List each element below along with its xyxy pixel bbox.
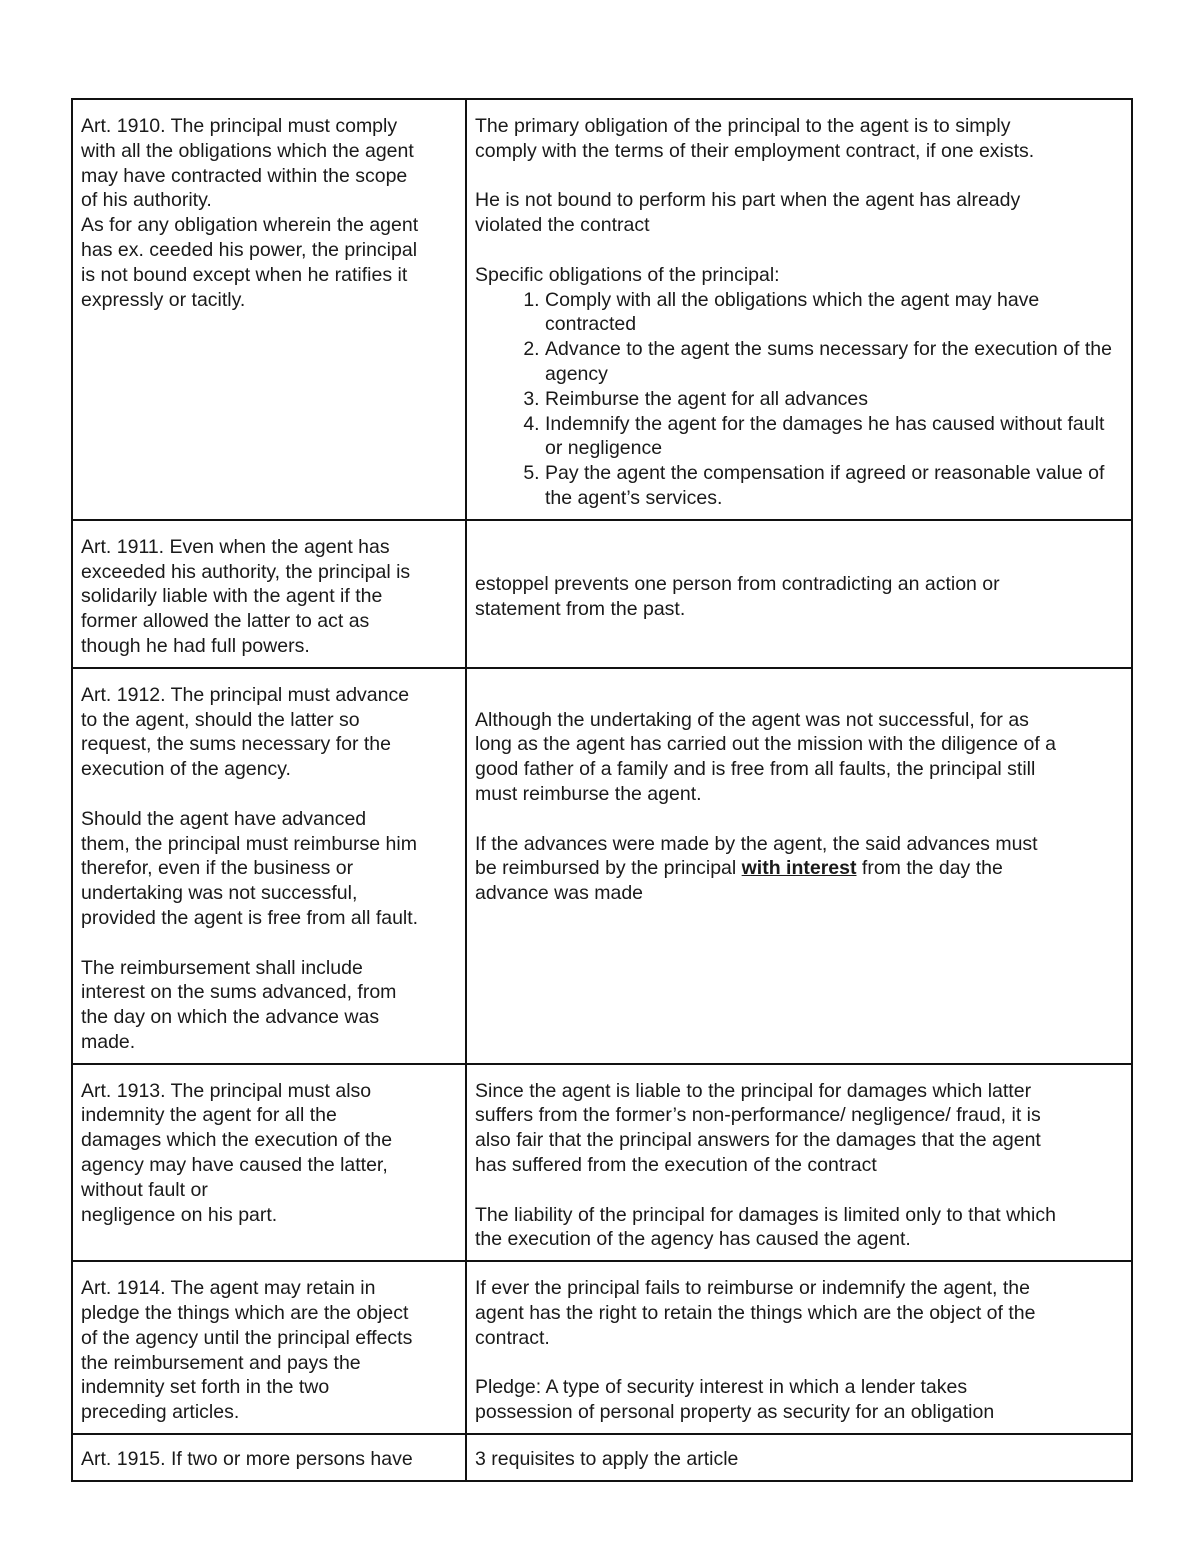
list-item: 5. Pay the agent the compensation if agreed or reasonable value of the agent’s services. — [545, 461, 1123, 511]
commentary-cell — [466, 1434, 1132, 1481]
article-text: Art. 1913. The principal must also indemnity the agent for all the damages which the execution of the agency may have caused the latter, without fault or negligence on his part. — [81, 1079, 393, 1226]
commentary-cell — [466, 1261, 1132, 1434]
emphasis-with-interest: with interest — [741, 857, 857, 880]
article-text: Art. 1910. The principal must comply with all the obligations which the agent may have contracted within the scope of his authority. As for any obligation wherein the agent has ex. ceeded his power, the principal is not bound except when he ratifies it expressly or tacitly. — [81, 115, 419, 311]
article-cell — [72, 1261, 466, 1434]
commentary-text: Since the agent is liable to the principal for damages which latter suffers from the former’s non-performance/ negligence/ fraud, it is also fair that the principal answers for the damages that the agent has suffered from the execution of the contract — [475, 1079, 1041, 1177]
commentary-text: If ever the principal fails to reimburse or indemnify the agent, the agent has the right to retain the things which are the object of the contract. — [475, 1277, 1036, 1349]
commentary-text: 3 requisites to apply the article — [475, 1448, 739, 1471]
table-row — [72, 1261, 1132, 1434]
commentary-text-part: from the day the advance was made — [475, 857, 1003, 905]
commentary-text: Specific obligations of the principal: — [475, 263, 780, 286]
commentary-text: He is not bound to perform his part when the agent has already violated the contract — [475, 189, 1021, 237]
list-item: 4. Indemnify the agent for the damages he has caused without fault or negligence — [545, 412, 1123, 462]
article-text: Should the agent have advanced them, the principal must reimburse him therefor, even if the business or undertaking was not successful, provided the agent is free from all fault. — [81, 807, 419, 929]
obligations-list — [475, 288, 1123, 511]
article-text: The reimbursement shall include interest on the sums advanced, from the day on which the advance was made. — [81, 956, 397, 1053]
article-text: Art. 1914. The agent may retain in pledge the things which are the object of the agency until the principal effects the reimbursement and pays the indemnity set forth in the two preceding articles. — [81, 1277, 413, 1424]
commentary-text: The liability of the principal for damages is limited only to that which the execution of the agency has caused the agent. — [475, 1203, 1056, 1251]
table-row — [72, 1064, 1132, 1262]
list-item: 2. Advance to the agent the sums necessary for the execution of the agency — [545, 337, 1123, 387]
table-row — [72, 520, 1132, 668]
commentary-text — [475, 832, 1123, 906]
commentary-cell — [466, 99, 1132, 520]
table-row — [72, 99, 1132, 520]
article-text: Art. 1915. If two or more persons have — [81, 1448, 413, 1471]
article-cell — [72, 1064, 466, 1262]
article-cell — [72, 1434, 466, 1481]
commentary-cell — [466, 668, 1132, 1064]
commentary-text: estoppel prevents one person from contradicting an action or statement from the past. — [475, 572, 1000, 620]
commentary-text: Although the undertaking of the agent was not successful, for as long as the agent has carried out the mission with the diligence of a good father of a family and is free from all faults, the principal still must reimburse the agent. — [475, 708, 1057, 805]
commentary-cell — [466, 1064, 1132, 1262]
commentary-text: The primary obligation of the principal to the agent is to simply comply with the terms of their employment contract, if one exists. — [475, 115, 1035, 162]
commentary-cell — [466, 520, 1132, 668]
list-item: 1. Comply with all the obligations which the agent may have contracted — [545, 288, 1123, 338]
article-cell — [72, 668, 466, 1064]
commentary-text: Pledge: A type of security interest in which a lender takes possession of personal property as security for an obligation — [475, 1376, 995, 1424]
article-cell — [72, 520, 466, 668]
articles-table — [71, 98, 1133, 1482]
table-row — [72, 1434, 1132, 1481]
article-text: Art. 1911. Even when the agent has exceeded his authority, the principal is solidarily liable with the agent if the former allowed the latter to act as though he had full powers. — [81, 535, 411, 657]
commentary-text-part: If the advances were made by the agent, the said advances must be reimbursed by the principal — [475, 832, 1038, 880]
article-cell — [72, 99, 466, 520]
article-text: Art. 1912. The principal must advance to the agent, should the latter so request, the sums necessary for the execution of the agency. — [81, 683, 410, 781]
list-item: 3. Reimburse the agent for all advances — [545, 387, 1123, 412]
table-row — [72, 668, 1132, 1064]
